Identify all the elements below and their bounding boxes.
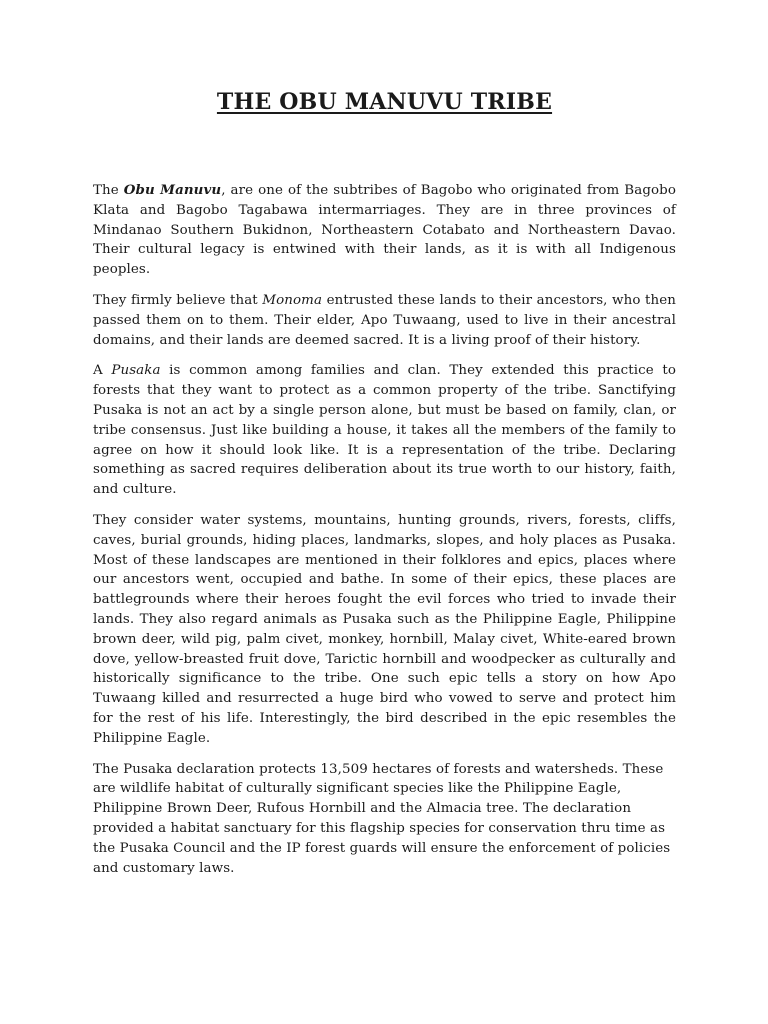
paragraph-intro-lead: The: [93, 183, 124, 198]
paragraph-pusaka-body: is common among families and clan. They extended this practice to forests that they want to protect as a common property of the tribe. Sanctifying Pusaka is not an act by a single person alone, but must be based on family, clan, or tribe consensus. Just like building a house, it takes all the members of the family to agree on how it should look like. It is a representation of the tribe. Declaring something as sacred requires deliberation about its true worth to our history, faith, and culture.: [93, 363, 676, 498]
document-body: [93, 181, 676, 889]
monoma-emphasis: Monoma: [262, 292, 323, 308]
page-title-text: THE OBU MANUVU TRIBE: [216, 89, 553, 115]
paragraph-beliefs: [93, 291, 676, 350]
tribe-name-emphasis: Obu Manuvu: [123, 182, 222, 198]
paragraph-pusaka-lead: A: [93, 363, 112, 379]
paragraph-intro-body: , are one of the subtribes of Bagobo who originated from Bagobo Klata and Bagobo Tagabawa intermarriages. They are in three provinces of Mindanao Southern Bukidnon, Northeastern Cotabato and Northeastern Davao. Their cultural legacy is entwined with their lands, as it is with all Indigenous peoples.: [93, 183, 676, 278]
paragraph-beliefs-body: entrusted these lands to their ancestors, who then passed them on to them. Their elder, Apo Tuwaang, used to live in their ancestral domains, and their lands are deemed sacred. It is a living proof of their history.: [93, 292, 676, 348]
paragraph-declaration: The Pusaka declaration protects 13,509 hectares of forests and watersheds. These are wildlife habitat of culturally significant species like the Philippine Eagle, Philippine Brown Deer, Rufous Hornbill and the Almacia tree. The declaration provided a habitat sanctuary for this flagship species for conservation thru time as the Pusaka Council and the IP forest guards will ensure the enforcement of policies and customary laws.: [93, 761, 671, 876]
paragraph-sacred-places: They consider water systems, mountains, hunting grounds, rivers, forests, cliffs, caves, burial grounds, hiding places, landmarks, slopes, and holy places as Pusaka. Most of these landscapes are mentioned in their folklores and epics, places where our ancestors went, occupied and bathe. In some of their epics, these places are battlegrounds where their heroes fought the evil forces who tried to invade their lands. They also regard animals as Pusaka such as the Philippine Eagle, Philippine brown deer, wild pig, palm civet, monkey, hornbill, Malay civet, White-eared brown dove, yellow-breasted fruit dove, Tarictic hornbill and woodpecker as culturally and historically significance to the tribe. One such epic tells a story on how Apo Tuwaang killed and resurrected a huge bird who vowed to serve and protect him for the rest of his life. Interestingly, the bird described in the epic resembles the Philippine Eagle.: [93, 512, 676, 746]
paragraph-intro: [93, 181, 676, 280]
page-title: [93, 89, 676, 115]
paragraph-pusaka: [93, 361, 676, 500]
pusaka-emphasis: Pusaka: [111, 363, 161, 379]
paragraph-beliefs-lead: They firmly believe that: [93, 292, 263, 308]
